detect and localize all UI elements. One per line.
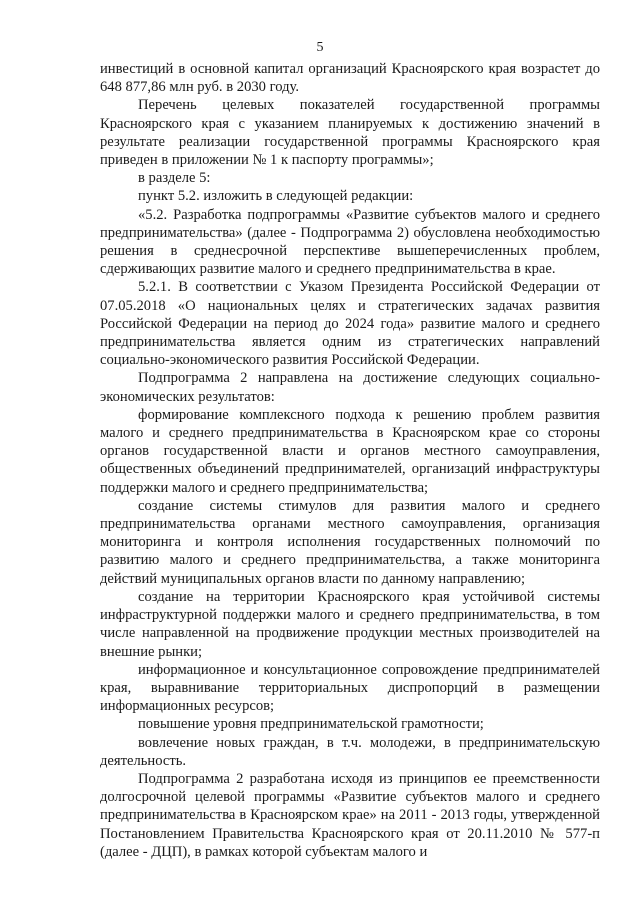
paragraph: Перечень целевых показателей государственной программы Красноярского края с указанием планируемых к достижению значений в результате реализации государственной программы Красноярского края приведен в приложении № 1 к паспорту программы»;	[100, 97, 600, 169]
paragraph: инвестиций в основной капитал организаций Красноярского края возрастет до 648 877,86 млн руб. в 2030 году.	[100, 61, 600, 96]
paragraph: в разделе 5:	[138, 170, 211, 187]
paragraph: информационное и консультационное сопровождение предпринимателей края, выравнивание территориальных диспропорций в размещении информационных ресурсов;	[100, 661, 600, 715]
paragraph: повышение уровня предпринимательской грамотности;	[138, 716, 484, 733]
paragraph: Подпрограмма 2 направлена на достижение следующих социально-экономических результатов:	[100, 370, 600, 405]
paragraph: Подпрограмма 2 разработана исходя из принципов ее преемственности долгосрочной целевой программы «Развитие субъектов малого и среднего предпринимательства в Красноярском крае» на 2011 - 2013 годы, утвержденной Постановлением Правительства Красноярского края от 20.11.2010 № 577-п (далее - ДЦП), в рамках которой субъектам малого и	[100, 770, 600, 860]
document-body	[100, 60, 600, 861]
page-number: 5	[316, 40, 324, 55]
paragraph: пункт 5.2. изложить в следующей редакции:	[138, 188, 414, 205]
paragraph: формирование комплексного подхода к решению проблем развития малого и среднего предпринимательства в Красноярском крае со стороны органов государственной власти и органов местного самоуправления, общественных объединений предпринимателей, организаций инфраструктуры поддержки малого и среднего предпринимательства;	[100, 406, 600, 496]
paragraph: создание на территории Красноярского края устойчивой системы инфраструктурной поддержки малого и среднего предпринимательства, в том числе направленной на продвижение продукции местных производителей на внешние рынки;	[100, 588, 600, 660]
paragraph: вовлечение новых граждан, в т.ч. молодежи, в предпринимательскую деятельность.	[100, 734, 600, 769]
paragraph: создание системы стимулов для развития малого и среднего предпринимательства органами местного самоуправления, организация мониторинга и контроля исполнения государственных полномочий по развитию малого и среднего предпринимательства, а также мониторинга действий муниципальных органов власти по данному направлению;	[100, 497, 600, 587]
paragraph: «5.2. Разработка подпрограммы «Развитие субъектов малого и среднего предпринимательства» (далее - Подпрограмма 2) обусловлена необходимостью решения в среднесрочной перспективе вышеперечисленных проблем, сдерживающих развитие малого и среднего предпринимательства в крае.	[100, 206, 600, 278]
paragraph: 5.2.1. В соответствии с Указом Президента Российской Федерации от 07.05.2018 «О национальных целях и стратегических задачах развития Российской Федерации на период до 2024 года» развитие малого и среднего предпринимательства является одним из стратегических направлений социально-экономического развития Российской Федерации.	[100, 279, 600, 369]
